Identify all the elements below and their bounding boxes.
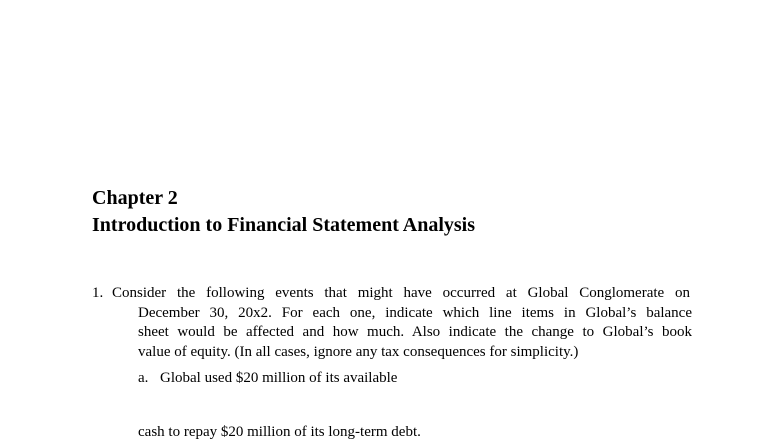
- question-text-line: sheet would be affected and how much. Also indicate the change to Global’s book: [138, 324, 692, 340]
- sub-item-a: [138, 369, 397, 389]
- question-text-line: value of equity. (In all cases, ignore any tax consequences for simplicity.): [138, 343, 579, 360]
- sub-item-letter: a.: [138, 370, 149, 386]
- chapter-title: Introduction to Financial Statement Analysis: [92, 214, 475, 236]
- sub-item-text: Global used $20 million of its available: [160, 370, 398, 386]
- question-line-1: [92, 284, 692, 304]
- question-text-line: December 30, 20x2. For each one, indicate which line items in Global’s balance: [138, 304, 692, 321]
- sub-item-continuation: cash to repay $20 million of its long-term debt.: [138, 424, 421, 440]
- chapter-label: Chapter 2: [92, 187, 178, 209]
- question-block: [92, 284, 692, 362]
- question-text-line: Consider the following events that might have occurred at Global Conglomerate on: [112, 285, 690, 301]
- question-number: 1.: [92, 285, 104, 301]
